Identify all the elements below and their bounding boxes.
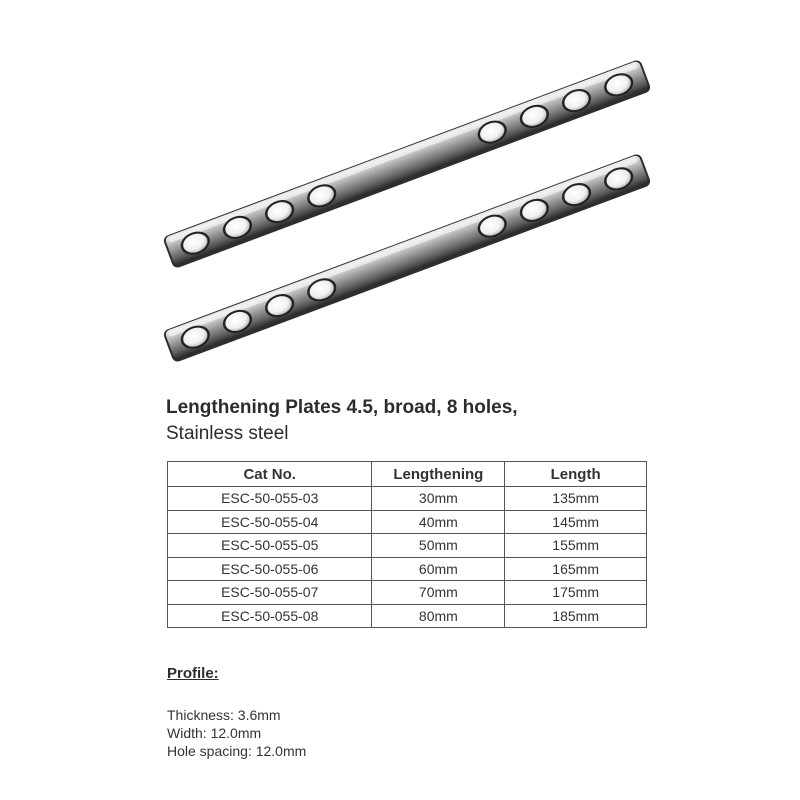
cell-cat-no: ESC-50-055-07 bbox=[168, 581, 372, 605]
cell-length: 165mm bbox=[505, 557, 647, 581]
cell-length: 135mm bbox=[505, 487, 647, 511]
profile-section bbox=[167, 665, 306, 760]
profile-hole-spacing: Hole spacing: 12.0mm bbox=[167, 743, 307, 759]
header-length: Length bbox=[505, 462, 647, 487]
header-cat-no: Cat No. bbox=[168, 462, 372, 487]
bone-plate-lower bbox=[162, 153, 652, 363]
cell-length: 175mm bbox=[505, 581, 647, 605]
cell-lengthening: 70mm bbox=[372, 581, 505, 605]
table-row bbox=[168, 510, 647, 534]
profile-heading: Profile: bbox=[167, 665, 219, 682]
cell-length: 145mm bbox=[505, 510, 647, 534]
title-line-1: Lengthening Plates 4.5, broad, 8 holes, bbox=[166, 397, 518, 418]
header-lengthening: Lengthening bbox=[372, 462, 505, 487]
table-row bbox=[168, 557, 647, 581]
cell-lengthening: 60mm bbox=[372, 557, 505, 581]
table-row bbox=[168, 604, 647, 628]
product-title bbox=[166, 396, 666, 446]
table-row bbox=[168, 487, 647, 511]
table-row bbox=[168, 581, 647, 605]
profile-thickness: Thickness: 3.6mm bbox=[167, 707, 281, 723]
cell-cat-no: ESC-50-055-08 bbox=[168, 604, 372, 628]
table-header-row bbox=[168, 462, 647, 487]
profile-specs bbox=[167, 706, 306, 760]
cell-cat-no: ESC-50-055-03 bbox=[168, 487, 372, 511]
cell-lengthening: 80mm bbox=[372, 604, 505, 628]
profile-width: Width: 12.0mm bbox=[167, 725, 262, 741]
cell-length: 155mm bbox=[505, 534, 647, 558]
title-line-2: Stainless steel bbox=[166, 423, 289, 444]
cell-length: 185mm bbox=[505, 604, 647, 628]
cell-lengthening: 40mm bbox=[372, 510, 505, 534]
cell-lengthening: 30mm bbox=[372, 487, 505, 511]
spec-table bbox=[167, 461, 647, 628]
cell-cat-no: ESC-50-055-05 bbox=[168, 534, 372, 558]
cell-cat-no: ESC-50-055-04 bbox=[168, 510, 372, 534]
bone-plate-upper bbox=[162, 59, 652, 269]
cell-cat-no: ESC-50-055-06 bbox=[168, 557, 372, 581]
cell-lengthening: 50mm bbox=[372, 534, 505, 558]
table-row bbox=[168, 534, 647, 558]
